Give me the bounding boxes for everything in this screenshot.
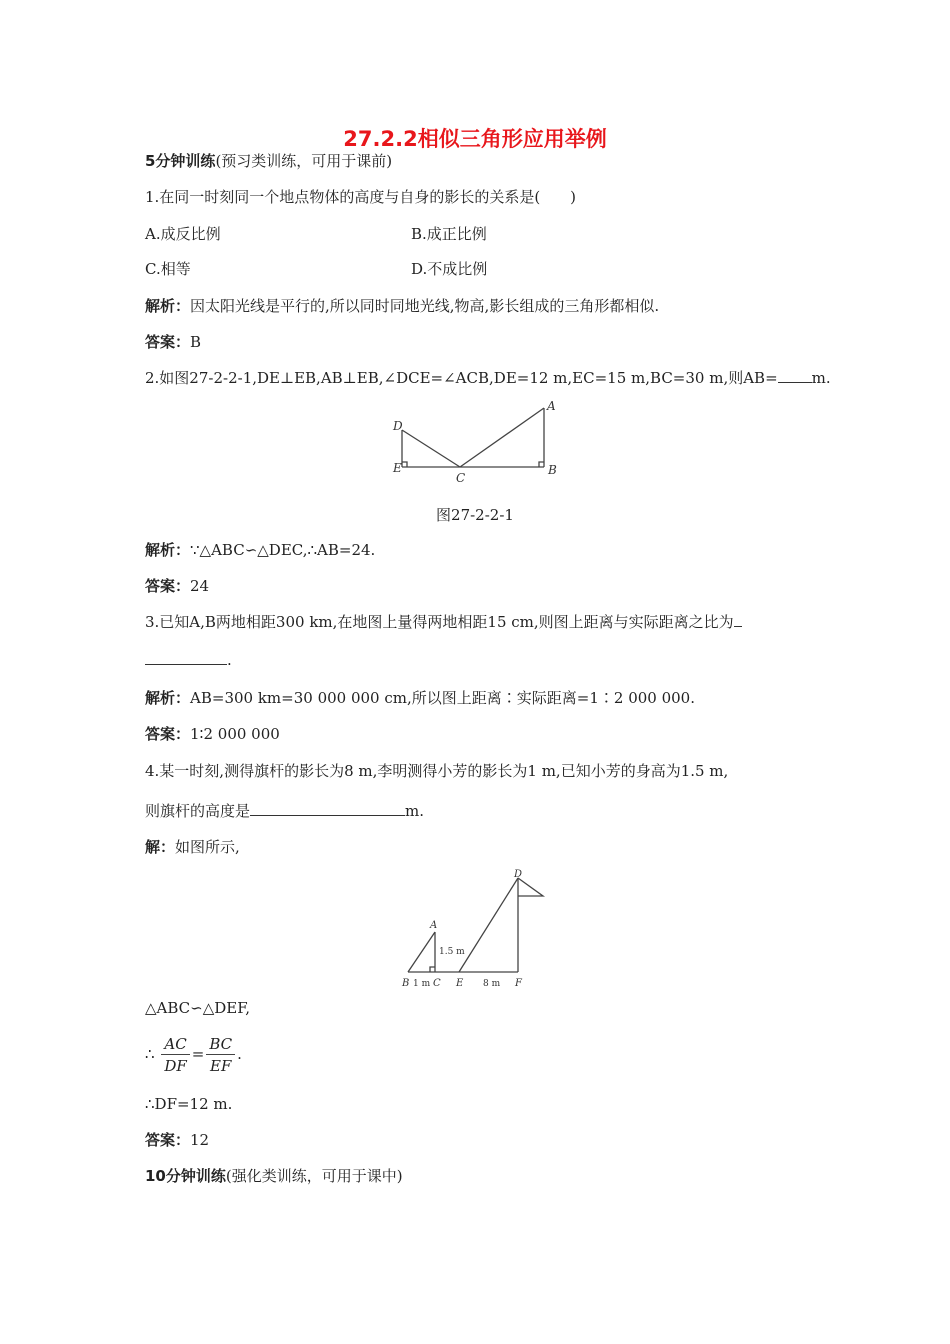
- solution-text: 如图所示,: [175, 838, 240, 856]
- label-e: E: [393, 461, 402, 475]
- q2-analysis: [145, 540, 375, 560]
- solution-label: 解：: [145, 838, 176, 856]
- q4-similar: △ABC∽△DEF,: [145, 999, 251, 1017]
- q1-option-c: C.相等: [145, 260, 191, 278]
- answer-label: 答案：: [145, 333, 191, 351]
- answer-value: 24: [190, 577, 210, 595]
- q2-answer: [145, 576, 209, 596]
- label-c: C: [456, 471, 466, 485]
- q2-text-after: m.: [811, 369, 831, 387]
- q4-text-line2: [145, 801, 424, 821]
- q2-text: [145, 368, 831, 388]
- q3-text-end: .: [227, 651, 232, 669]
- q1-option-a: A.成反比例: [145, 225, 221, 243]
- analysis-text: AB=300 km=30 000 000 cm,所以图上距离∶实际距离=1∶2 000 000.: [190, 689, 695, 707]
- page-title: 27.2.2相似三角形应用举例: [343, 127, 607, 151]
- q3-analysis: [145, 688, 695, 708]
- label-f: F: [515, 978, 522, 989]
- q2-text-before: 2.如图27-2-2-1,DE⊥EB,AB⊥EB,∠DCE=∠ACB,DE=12 m,EC=15 m,BC=30 m,则AB=: [145, 369, 778, 387]
- frac1-numerator: AC: [161, 1034, 189, 1055]
- q4-proportion: [145, 1032, 242, 1078]
- q3-answer: [145, 724, 280, 744]
- proportion-period: .: [237, 1045, 242, 1063]
- label-d: D: [393, 419, 403, 433]
- q3-text-main: 3.已知A,B两地相距300 km,在地图上量得两地相距15 cm,则图上距离与实际距离之比为: [145, 613, 734, 631]
- analysis-text: 因太阳光线是平行的,所以同时同地光线,物高,影长组成的三角形都相似.: [190, 297, 660, 315]
- frac1-denominator: DF: [164, 1056, 187, 1075]
- label-height: 1.5 m: [439, 947, 465, 957]
- answer-blank: [250, 801, 405, 816]
- label-c: C: [433, 978, 441, 989]
- q3-text: [145, 612, 742, 632]
- answer-value: 1∶2 000 000: [190, 725, 280, 743]
- fraction-bc-ef: [206, 1034, 235, 1077]
- q4-text: 4.某一时刻,测得旗杆的影长为8 m,李明测得小芳的影长为1 m,已知小芳的身高为1.5 m,: [145, 762, 729, 780]
- flagpole-figure: [398, 864, 548, 994]
- therefore-symbol: ∴: [145, 1045, 155, 1063]
- label-b: B: [402, 978, 410, 989]
- answer-value: 12: [190, 1131, 210, 1149]
- answer-blank: [778, 368, 812, 383]
- q1-answer: [145, 332, 201, 352]
- analysis-label: 解析：: [145, 689, 191, 707]
- answer-blank-start: [734, 612, 742, 627]
- q4-result: ∴DF=12 m.: [145, 1095, 233, 1113]
- q1-option-b: B.成正比例: [411, 225, 487, 243]
- q4-answer: [145, 1130, 209, 1150]
- section-note: (强化类训练，可用于课中): [225, 1167, 403, 1185]
- answer-value: B: [190, 333, 202, 351]
- q3-text-line2: [145, 650, 232, 670]
- section-note: (预习类训练，可用于课前): [215, 152, 393, 170]
- label-e: E: [456, 978, 464, 989]
- label-a: A: [547, 399, 556, 413]
- q1-analysis: [145, 296, 659, 316]
- label-bc-length: 1 m: [413, 979, 431, 989]
- answer-blank: [145, 650, 227, 665]
- fraction-ac-df: [161, 1034, 189, 1077]
- answer-label: 答案：: [145, 725, 191, 743]
- frac2-numerator: BC: [206, 1034, 235, 1055]
- q4-solution: [145, 837, 240, 857]
- q4-text2-after: m.: [405, 802, 425, 820]
- label-ef-length: 8 m: [483, 979, 501, 989]
- answer-label: 答案：: [145, 577, 191, 595]
- figure-27-2-2-1: [388, 397, 563, 489]
- label-b: B: [548, 463, 557, 477]
- label-d: D: [514, 869, 523, 880]
- analysis-text: ∵△ABC∽△DEC,∴AB=24.: [190, 541, 376, 559]
- analysis-label: 解析：: [145, 297, 191, 315]
- section-heading-10min: [145, 1166, 403, 1186]
- q1-text: 1.在同一时刻同一个地点物体的高度与自身的影长的关系是( ): [145, 188, 577, 206]
- section-label: 10分钟训练: [145, 1167, 226, 1185]
- answer-label: 答案：: [145, 1131, 191, 1149]
- section-heading-5min: [145, 151, 392, 171]
- q1-option-d: D.不成比例: [411, 260, 488, 278]
- label-a: A: [430, 920, 438, 931]
- frac2-denominator: EF: [210, 1056, 232, 1075]
- equals-sign: =: [191, 1045, 205, 1063]
- analysis-label: 解析：: [145, 541, 191, 559]
- section-label: 5分钟训练: [145, 152, 216, 170]
- figure-caption: 图27-2-2-1: [436, 506, 514, 524]
- q4-text2-before: 则旗杆的高度是: [145, 802, 251, 820]
